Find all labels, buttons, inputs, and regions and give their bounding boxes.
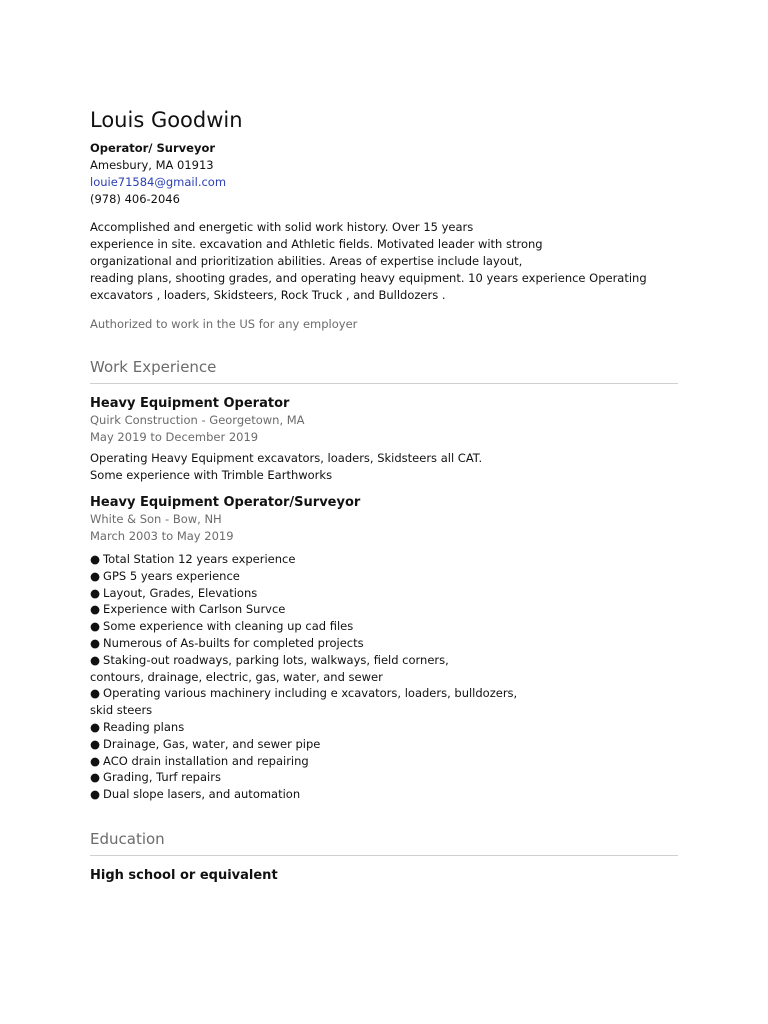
- bullet-icon: ●: [90, 686, 101, 701]
- work-experience-section: [90, 357, 678, 803]
- bullet-item: [90, 568, 678, 585]
- bullet-item-line: [90, 601, 678, 618]
- bullet-item: [90, 601, 678, 618]
- bullet-item-line: [90, 769, 678, 786]
- job-separator: -: [161, 512, 173, 526]
- education-title: High school or equivalent: [90, 867, 278, 883]
- bullet-item: [90, 753, 678, 770]
- bullet-item-line: [90, 753, 678, 770]
- job-company: White & Son: [90, 512, 162, 526]
- bullet-text: Dual slope lasers, and automation: [103, 787, 301, 802]
- bullet-icon: ●: [90, 652, 101, 667]
- bullet-icon: ●: [90, 770, 101, 785]
- bullet-icon: ●: [90, 585, 101, 600]
- bullet-item-line: [90, 551, 678, 568]
- summary-line: experience in site. excavation and Athletic fields. Motivated leader with strong: [90, 237, 543, 251]
- bullet-item: [90, 585, 678, 602]
- candidate-location: Amesbury, MA 01913: [90, 158, 214, 172]
- job-entry: [90, 494, 678, 803]
- bullet-item: [90, 685, 678, 719]
- bullet-text: Reading plans: [103, 719, 185, 734]
- email-link[interactable]: louie71584@gmail.com: [90, 175, 227, 189]
- bullet-text: Some experience with cleaning up cad files: [103, 619, 354, 634]
- bullet-icon: ●: [90, 552, 101, 566]
- job-description-line: Operating Heavy Equipment excavators, loaders, Skidsteers all CAT.: [90, 451, 483, 465]
- bullet-item: [90, 786, 678, 803]
- job-company-location: [90, 511, 678, 528]
- bullet-text: skid steers: [90, 703, 153, 718]
- bullet-text: ACO drain installation and repairing: [103, 753, 309, 768]
- candidate-phone: (978) 406-2046: [90, 192, 180, 206]
- bullet-text: contours, drainage, electric, gas, water, and sewer: [90, 669, 383, 684]
- bullet-icon: ●: [90, 568, 101, 583]
- job-bullet-list: [90, 551, 678, 803]
- bullet-item: [90, 769, 678, 786]
- summary: [90, 219, 678, 304]
- candidate-title: Operator/ Surveyor: [90, 141, 216, 155]
- bullet-item-line: [90, 685, 678, 702]
- bullet-icon: ●: [90, 602, 101, 617]
- bullet-text: Staking-out roadways, parking lots, walkways, field corners,: [103, 652, 449, 667]
- bullet-icon: ●: [90, 736, 101, 751]
- bullet-text: GPS 5 years experience: [103, 568, 240, 583]
- bullet-item: [90, 551, 678, 568]
- job-entry: [90, 395, 678, 484]
- bullet-item-line: [90, 786, 678, 803]
- bullet-item-line: [90, 736, 678, 753]
- bullet-item-line: [90, 585, 678, 602]
- summary-line: organizational and prioritization abilities. Areas of expertise include layout,: [90, 254, 523, 268]
- bullet-item-line: [90, 568, 678, 585]
- summary-line: excavators , loaders, Skidsteers, Rock Truck , and Bulldozers .: [90, 288, 446, 302]
- job-dates: March 2003 to May 2019: [90, 529, 234, 543]
- job-dates: May 2019 to December 2019: [90, 430, 259, 444]
- work-authorization: Authorized to work in the US for any employer: [90, 317, 358, 331]
- section-heading-education: Education: [90, 829, 165, 848]
- bullet-item: [90, 618, 678, 635]
- resume-content: [90, 106, 678, 884]
- bullet-icon: ●: [90, 619, 101, 634]
- summary-line: reading plans, shooting grades, and operating heavy equipment. 10 years experience Operating: [90, 271, 647, 285]
- job-company-location: [90, 412, 678, 429]
- bullet-item-line: [90, 652, 678, 669]
- education-section: [90, 829, 678, 884]
- job-description: [90, 450, 678, 484]
- summary-line: Accomplished and energetic with solid work history. Over 15 years: [90, 220, 474, 234]
- candidate-name: Louis Goodwin: [90, 108, 243, 132]
- bullet-text: Experience with Carlson Survce: [103, 602, 286, 617]
- job-location: Bow, NH: [172, 512, 222, 526]
- bullet-icon: ●: [90, 753, 101, 768]
- bullet-text: Operating various machinery including e xcavators, loaders, bulldozers,: [103, 686, 518, 701]
- bullet-icon: ●: [90, 719, 101, 734]
- bullet-item-line: [90, 669, 678, 686]
- bullet-text: Drainage, Gas, water, and sewer pipe: [103, 736, 321, 751]
- job-title: Heavy Equipment Operator: [90, 396, 290, 411]
- bullet-item: [90, 635, 678, 652]
- job-separator: -: [197, 413, 210, 427]
- section-divider: [90, 383, 678, 384]
- bullet-item-line: [90, 635, 678, 652]
- bullet-text: Total Station 12 years experience: [103, 552, 296, 566]
- section-heading-work-experience: Work Experience: [90, 358, 217, 376]
- bullet-icon: ●: [90, 635, 101, 650]
- bullet-icon: ●: [90, 787, 101, 802]
- bullet-item-line: [90, 618, 678, 635]
- section-divider: [90, 855, 678, 856]
- bullet-item-line: [90, 719, 678, 736]
- bullet-item: [90, 652, 678, 686]
- job-title: Heavy Equipment Operator/Surveyor: [90, 495, 361, 510]
- job-location: Georgetown, MA: [209, 413, 305, 427]
- job-description-line: Some experience with Trimble Earthworks: [90, 468, 333, 482]
- job-company: Quirk Construction: [90, 413, 198, 427]
- bullet-text: Layout, Grades, Elevations: [103, 585, 258, 600]
- bullet-text: Grading, Turf repairs: [103, 770, 221, 785]
- bullet-text: Numerous of As-builts for completed projects: [103, 635, 364, 650]
- bullet-item: [90, 736, 678, 753]
- bullet-item-line: [90, 702, 678, 719]
- bullet-item: [90, 719, 678, 736]
